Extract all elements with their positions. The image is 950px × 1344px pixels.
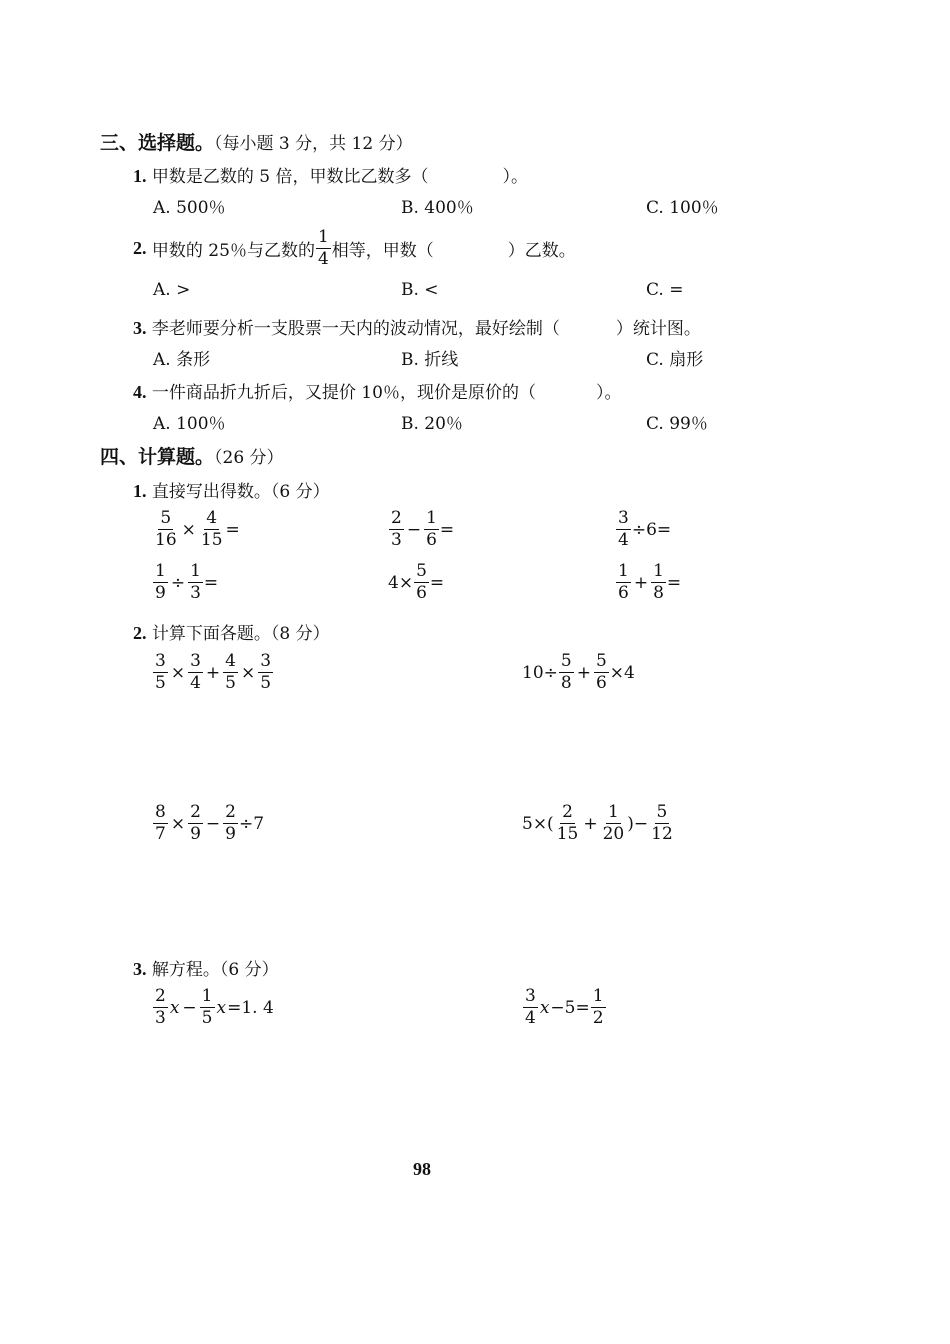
fraction: $\frac{1}{4}$ (317, 227, 329, 269)
section-3-title: 三、选择题。 (100, 132, 215, 154)
subsection-3: 3. 解方程。（6 分） (133, 959, 279, 980)
direct-calc-1: $\frac{5}{16}$ × $\frac{4}{15}$ = (155, 508, 240, 550)
option-a[interactable]: A. 条形 (153, 350, 211, 370)
calc-problem-3: $\frac{8}{7}$ × $\frac{2}{9}$ − $\frac{2}{9}$ ÷7 (155, 802, 265, 844)
option-c[interactable]: C. = (646, 280, 684, 300)
subsection-2: 2. 计算下面各题。（8 分） (133, 623, 330, 644)
option-a[interactable]: A. > (153, 280, 191, 300)
option-b[interactable]: B. 400％ (401, 198, 474, 218)
question-2: 2. 甲数的 25％与乙数的 $\frac{1}{4}$ 相等，甲数（ ）乙数。 (133, 227, 576, 269)
direct-calc-2: $\frac{2}{3}$ − $\frac{1}{6}$ = (391, 508, 455, 550)
option-a[interactable]: A. 100％ (153, 414, 226, 434)
option-c[interactable]: C. 100％ (646, 198, 719, 218)
subsection-1: 1. 直接写出得数。（6 分） (133, 481, 330, 502)
calc-problem-2: 10÷ $\frac{5}{8}$ + $\frac{5}{6}$ ×4 (522, 651, 635, 693)
question-3: 3. 李老师要分析一支股票一天内的波动情况，最好绘制（ ）统计图。 (133, 318, 701, 339)
question-4: 4. 一件商品折九折后，又提价 10％，现价是原价的（ ）。 (133, 382, 622, 403)
calc-problem-4: 5×( $\frac{2}{15}$ + $\frac{1}{20}$ )− $\frac{5}{12}$ (522, 802, 673, 844)
section-3-points: （每小题 3 分，共 12 分） (214, 134, 413, 154)
option-b[interactable]: B. < (401, 280, 439, 300)
section-4-title: 四、计算题。 (100, 446, 215, 468)
question-1: 1. 甲数是乙数的 5 倍，甲数比乙数多（ ）。 (133, 166, 529, 187)
option-c[interactable]: C. 扇形 (646, 350, 704, 370)
section-4-heading (100, 442, 284, 469)
equation-1: $\frac{2}{3}$ x − $\frac{1}{5}$ x =1. 4 (155, 986, 274, 1028)
option-a[interactable]: A. 500％ (153, 198, 226, 218)
section-3-heading (100, 128, 413, 155)
direct-calc-6: $\frac{1}{6}$ + $\frac{1}{8}$ = (618, 561, 682, 603)
equation-2: $\frac{3}{4}$ x −5= $\frac{1}{2}$ (525, 986, 604, 1028)
option-c[interactable]: C. 99％ (646, 414, 708, 434)
option-b[interactable]: B. 折线 (401, 350, 459, 370)
direct-calc-3: $\frac{3}{4}$ ÷6= (618, 508, 672, 550)
option-b[interactable]: B. 20％ (401, 414, 463, 434)
section-4-points: （26 分） (214, 448, 284, 468)
direct-calc-4: $\frac{1}{9}$ ÷ $\frac{1}{3}$ = (155, 561, 219, 603)
direct-calc-5: 4× $\frac{5}{6}$ = (388, 561, 445, 603)
page-number: 98 (413, 1159, 431, 1179)
calc-problem-1: $\frac{3}{5}$ × $\frac{3}{4}$ + $\frac{4}{5}$ × $\frac{3}{5}$ (155, 651, 272, 693)
